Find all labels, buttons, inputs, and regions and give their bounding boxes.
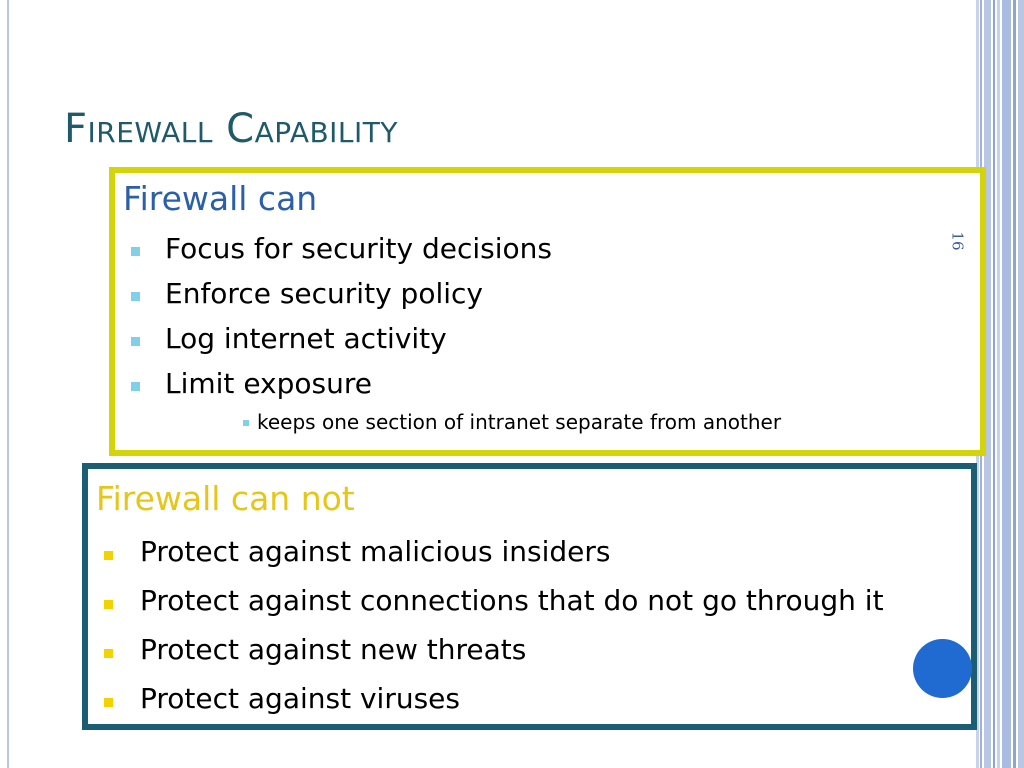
list-item-text: Limit exposure: [165, 367, 372, 400]
list-item: [125, 322, 552, 367]
list-item: [125, 277, 552, 322]
square-bullet-icon: [131, 292, 140, 301]
square-bullet-icon: [104, 551, 113, 560]
list-item-text: Protect against malicious insiders: [140, 535, 611, 568]
square-bullet-icon: [131, 382, 140, 391]
list-item-text: Focus for security decisions: [165, 232, 552, 265]
square-bullet-icon: [131, 247, 140, 256]
firewall-cannot-list: [98, 535, 884, 731]
square-bullet-icon: [131, 337, 140, 346]
list-item-text: Protect against viruses: [140, 682, 460, 715]
list-item: [98, 682, 884, 731]
square-bullet-icon: [104, 698, 113, 707]
list-item-text: Protect against connections that do not go through it: [140, 584, 884, 617]
slide-number: 16: [948, 231, 967, 251]
square-bullet-icon: [243, 420, 249, 426]
list-item: [125, 232, 552, 277]
slide-title: Firewall Capability: [64, 106, 398, 152]
left-rule: [7, 0, 9, 768]
square-bullet-icon: [104, 600, 113, 609]
sub-list-item-text: keeps one section of intranet separate from another: [257, 410, 782, 434]
blue-circle-decoration: [913, 639, 972, 698]
list-item: [98, 633, 884, 682]
list-item-text: Enforce security policy: [165, 277, 483, 310]
firewall-can-heading: Firewall can: [123, 179, 318, 218]
list-item: [98, 535, 884, 584]
firewall-can-box: [109, 167, 986, 456]
list-item-text: Log internet activity: [165, 322, 447, 355]
list-item: [98, 584, 884, 633]
firewall-cannot-box: [82, 463, 977, 730]
list-item: [125, 367, 552, 412]
square-bullet-icon: [104, 649, 113, 658]
firewall-can-list: [125, 232, 552, 412]
list-item-text: Protect against new threats: [140, 633, 527, 666]
firewall-cannot-heading: Firewall can not: [96, 479, 355, 518]
sub-list-item: [243, 410, 781, 434]
